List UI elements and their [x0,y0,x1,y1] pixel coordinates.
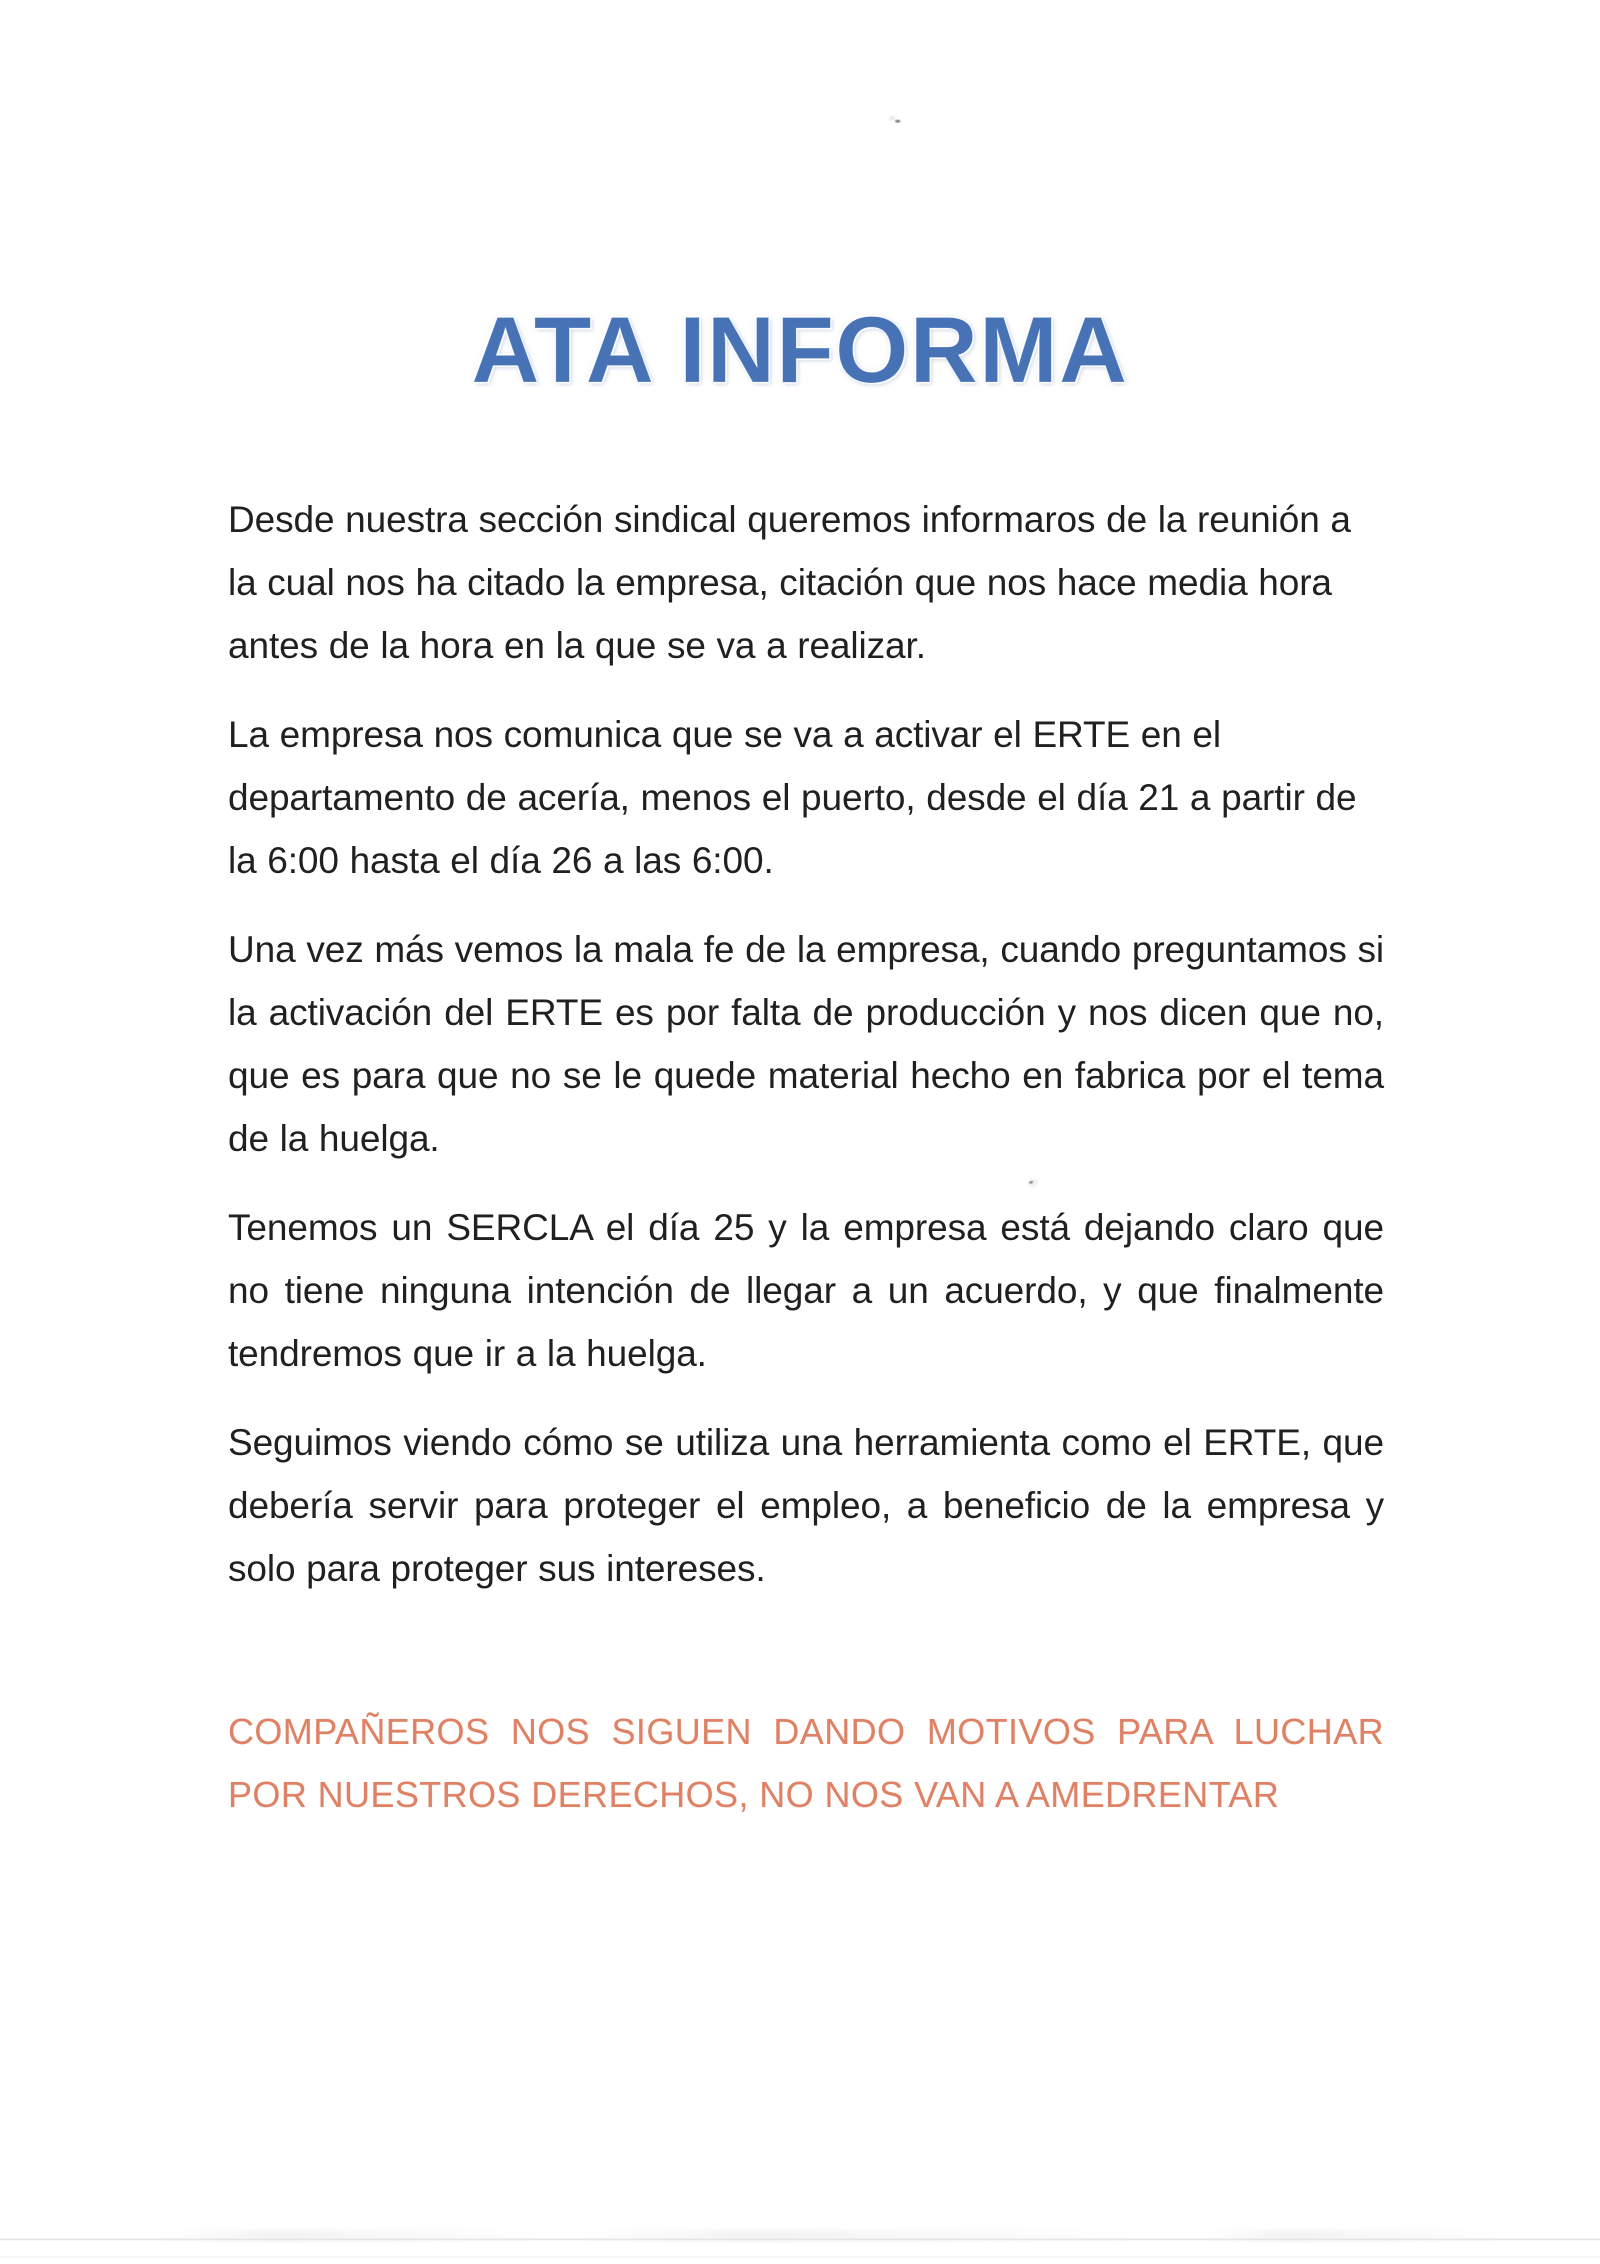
paragraph-1: Desde nuestra sección sindical queremos informaros de la reunión a la cual nos ha citado la empresa, citación que nos hace media hora antes de la hora en la que se va a realizar. [228,499,1351,666]
closing-statement: COMPAÑEROS NOS SIGUEN DANDO MOTIVOS PARA LUCHAR POR NUESTROS DERECHOS, NO NOS VAN A AMEDRENTAR [228,1711,1384,1815]
paragraph-2: La empresa nos comunica que se va a activar el ERTE en el departamento de acería, menos el puerto, desde el día 21 a partir de la 6:00 hasta el día 26 a las 6:00. [228,714,1357,881]
page-title: ATA INFORMA [471,297,1129,402]
scan-bottom-edge-line-secondary [0,2256,1600,2258]
scan-bottom-edge-line [0,2238,1600,2241]
document-title-container [0,296,1600,404]
document-body [228,488,1384,1600]
paragraph-4: Tenemos un SERCLA el día 25 y la empresa está dejando claro que no tiene ninguna intención de llegar a un acuerdo, y que finalmente tendremos que ir a la huelga. [228,1207,1384,1374]
paragraph-3: Una vez más vemos la mala fe de la empresa, cuando preguntamos si la activación del ERTE es por falta de producción y nos dicen que no, que es para que no se le quede material hecho en fabrica por el tema de la huelga. [228,929,1384,1159]
paragraph-5: Seguimos viendo cómo se utiliza una herramienta como el ERTE, que debería servir para proteger el empleo, a beneficio de la empresa y solo para proteger sus intereses. [228,1422,1384,1589]
scan-speck-artifact-top [888,114,902,126]
